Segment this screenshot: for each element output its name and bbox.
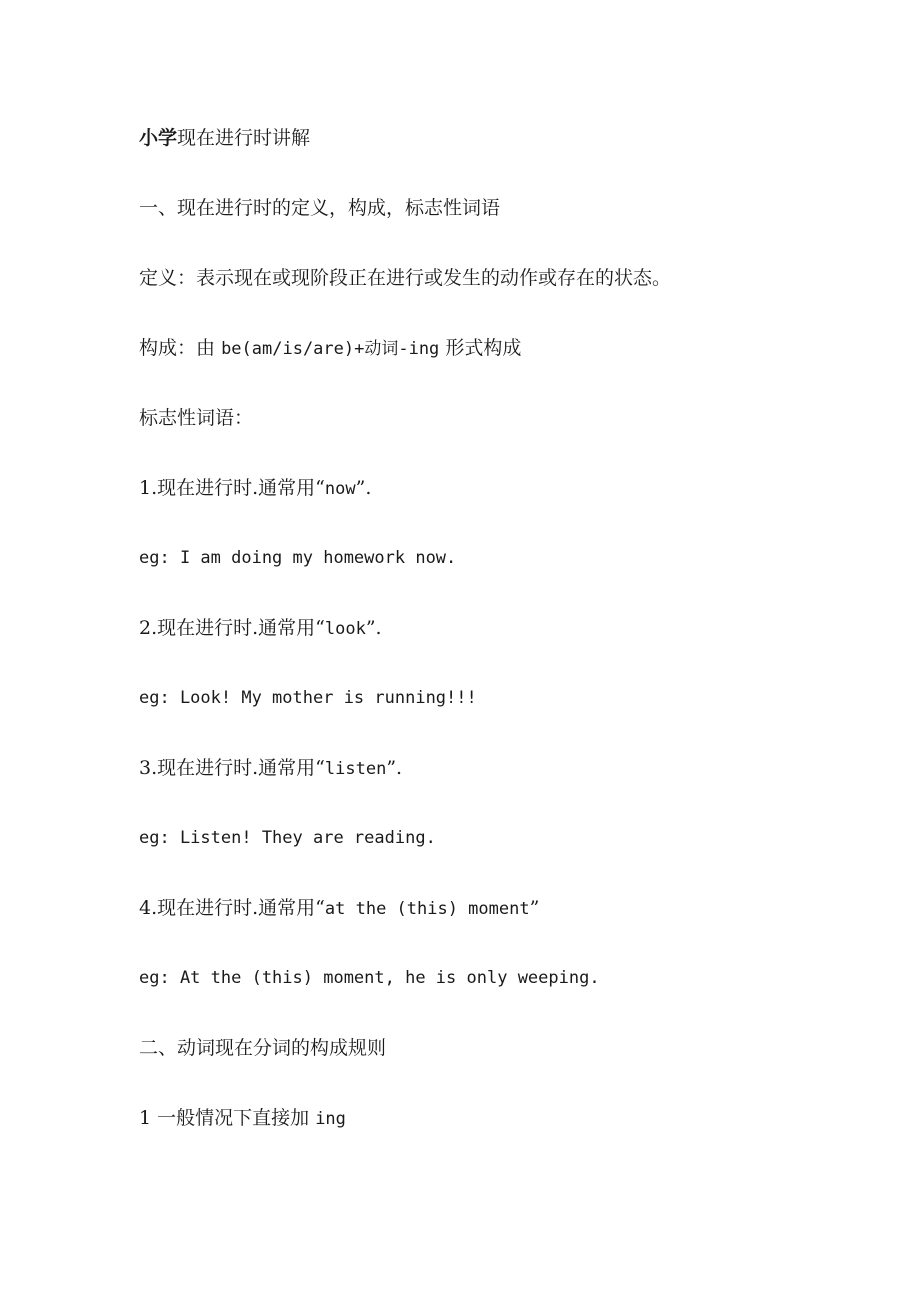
rule-suffix: ”. xyxy=(386,757,403,779)
rule-prefix: 3.现在进行时.通常用“ xyxy=(139,757,325,779)
example-item-1: eg: I am doing my homework now. xyxy=(139,548,457,568)
rule-prefix: 2.现在进行时.通常用“ xyxy=(139,617,325,639)
rule-item-1 xyxy=(139,476,371,501)
rule1-text xyxy=(139,1106,346,1131)
markers-label: 标志性词语： xyxy=(139,407,254,429)
section1-heading: 一、现在进行时的定义，构成，标志性词语 xyxy=(139,197,501,219)
composition-formula: be(am/is/are)+动词-ing xyxy=(221,339,440,359)
title-rest-part: 现在进行时讲解 xyxy=(177,127,311,149)
rule-suffix: ”. xyxy=(365,617,382,639)
rule-item-3 xyxy=(139,756,402,781)
definition-text: 定义：表示现在或现阶段正在进行或发生的动作或存在的状态。 xyxy=(139,267,672,289)
composition-suffix: 形式构成 xyxy=(445,337,522,359)
rule-suffix: ”. xyxy=(355,477,372,499)
composition-text xyxy=(139,336,521,361)
document-title xyxy=(139,126,310,150)
rule1-suffix: ing xyxy=(315,1109,346,1129)
composition-prefix: 构成：由 xyxy=(139,337,216,359)
title-bold-part: 小学 xyxy=(139,127,178,149)
section2-heading: 二、动词现在分词的构成规则 xyxy=(139,1037,387,1059)
rule-prefix: 4.现在进行时.通常用“ xyxy=(139,897,325,919)
rule-keyword: at the (this) moment xyxy=(324,899,530,919)
rule-item-4 xyxy=(139,896,539,921)
rule1-prefix: 1 一般情况下直接加 xyxy=(139,1107,310,1129)
rule-keyword: listen xyxy=(324,759,387,779)
example-item-3: eg: Listen! They are reading. xyxy=(139,828,436,848)
example-item-2: eg: Look! My mother is running!!! xyxy=(139,688,477,708)
rule-suffix: ” xyxy=(529,897,540,919)
example-item-4: eg: At the (this) moment, he is only weeping. xyxy=(139,968,600,988)
rule-item-2 xyxy=(139,616,382,641)
rule-keyword: now xyxy=(324,479,356,499)
rule-keyword: look xyxy=(324,619,366,639)
rule-prefix: 1.现在进行时.通常用“ xyxy=(139,477,325,499)
